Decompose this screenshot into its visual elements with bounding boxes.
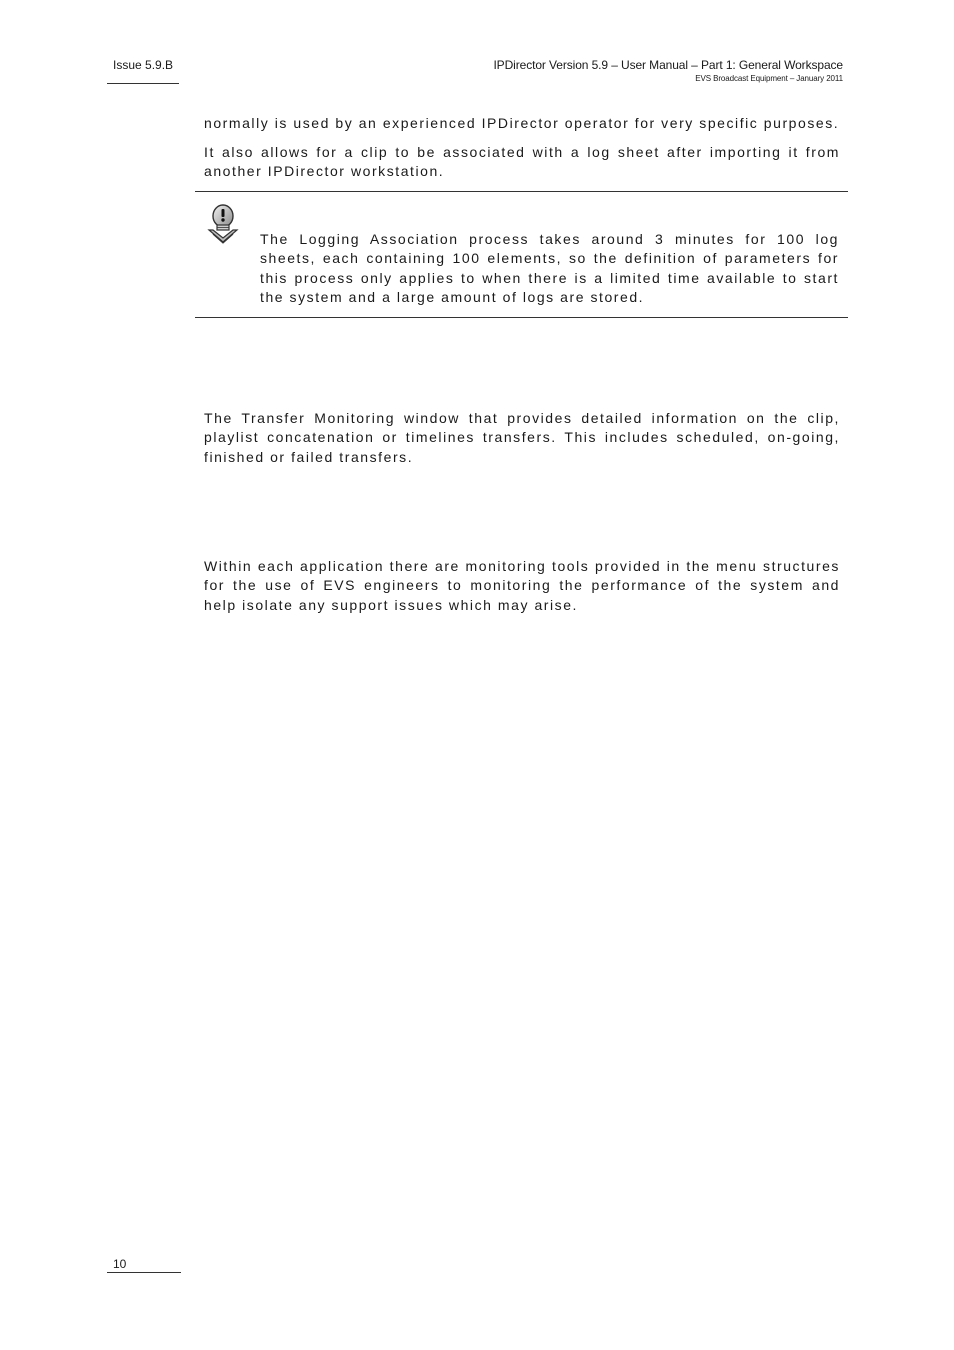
footer-rule bbox=[107, 1272, 181, 1273]
paragraph-4: Within each application there are monitoring tools provided in the menu structures for the use of EVS engineers to monitoring the performance of the system and help isolate any support issues which may arise. bbox=[204, 558, 840, 613]
header-right bbox=[493, 58, 843, 83]
warning-lightbulb-icon bbox=[205, 203, 241, 245]
paragraph-1: normally is used by an experienced IPDirector operator for very specific purposes. bbox=[204, 115, 840, 131]
paragraph-3: The Transfer Monitoring window that provides detailed information on the clip, playlist concatenation or timelines transfers. This includes scheduled, on-going, finished or failed transfers. bbox=[204, 410, 840, 465]
page-number: 10 bbox=[113, 1257, 127, 1271]
note-top-rule bbox=[195, 191, 848, 192]
manual-title: IPDirector Version 5.9 – User Manual – Part 1: General Workspace bbox=[493, 58, 843, 72]
manual-subtitle: EVS Broadcast Equipment – January 2011 bbox=[695, 74, 843, 83]
issue-label: Issue 5.9.B bbox=[113, 58, 174, 72]
note-text: The Logging Association process takes around 3 minutes for 100 log sheets, each containing 100 elements, so the definition of parameters for this process only applies to when there is a limited time available to start the system and a large amount of logs are stored. bbox=[260, 231, 839, 305]
note-bottom-rule bbox=[195, 317, 848, 318]
header-left-rule bbox=[107, 83, 179, 84]
paragraph-2: It also allows for a clip to be associated with a log sheet after importing it from another IPDirector workstation. bbox=[204, 144, 840, 180]
